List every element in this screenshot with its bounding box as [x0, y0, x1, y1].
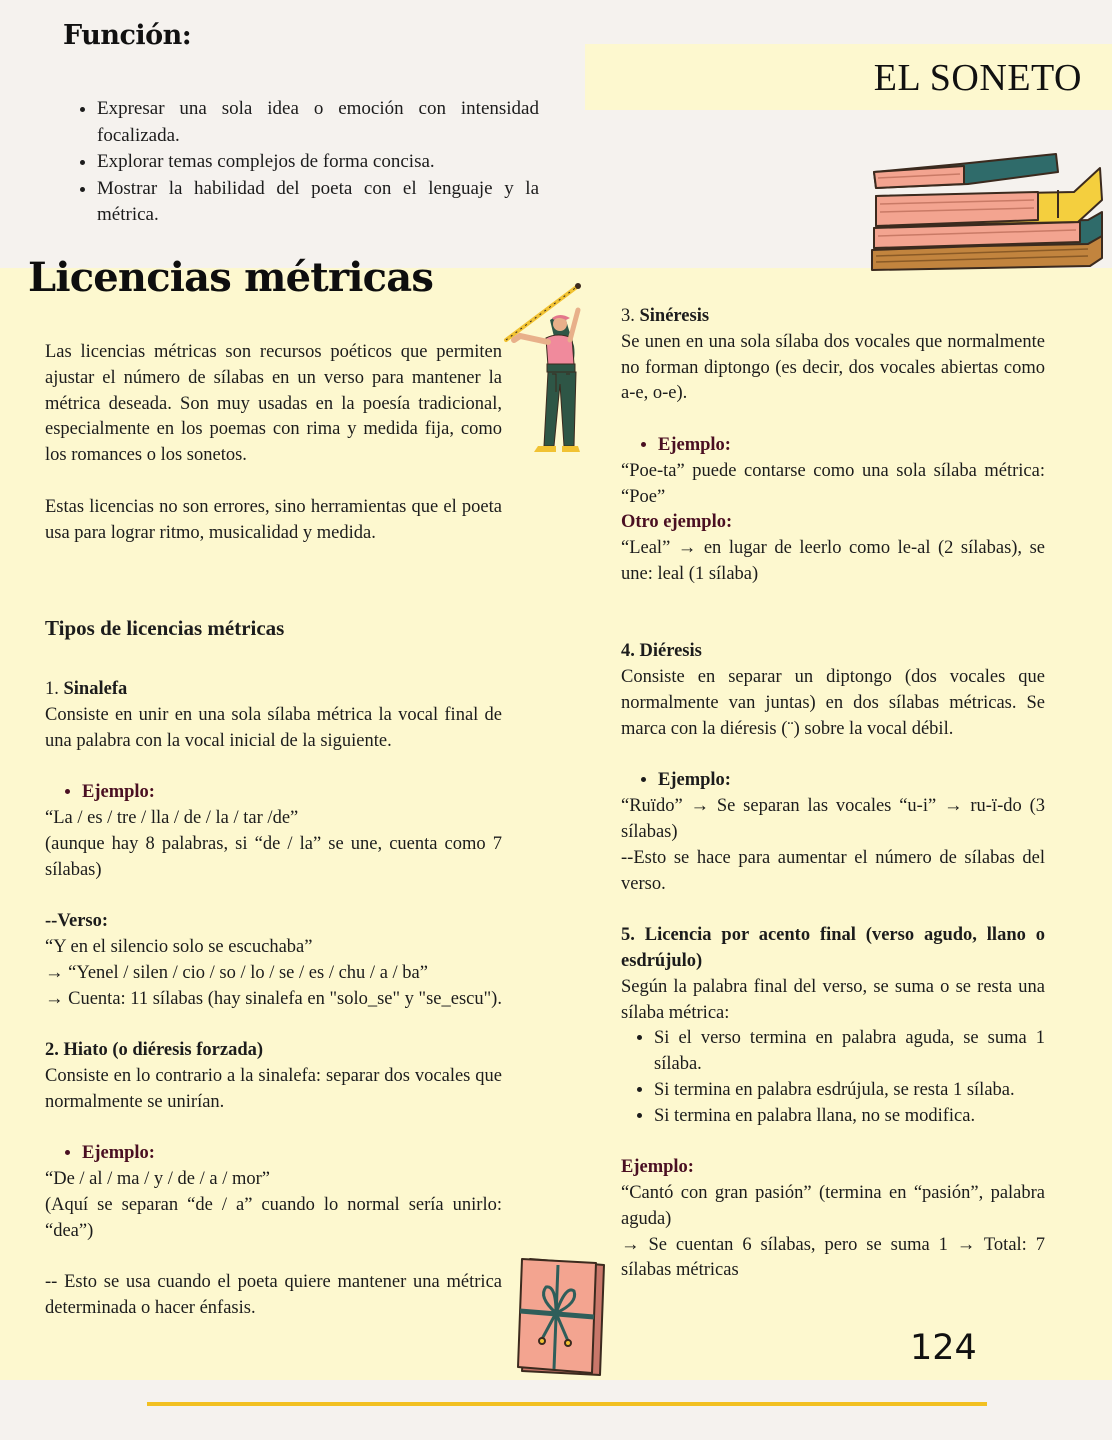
section-title: Licencias métricas	[28, 254, 434, 301]
otro-ejemplo-line: “Leal” → en lugar de leerlo como le-al (2 sílabas), se une: leal (1 sílaba)	[621, 538, 1045, 584]
ejemplo-line: “Cantó con gran pasión” (termina en “pasión”, palabra aguda)	[621, 1183, 1045, 1229]
ejemplo-note: (aunque hay 8 palabras, si “de / la” se une, cuenta como 7 sílabas)	[45, 833, 502, 880]
funcion-item: • Expresar una sola idea o emoción con intensidad focalizada.	[97, 96, 539, 149]
ejemplo-line: “Poe-ta” puede contarse como una sola sílaba métrica: “Poe”	[621, 460, 1045, 507]
verso-line: → Cuenta: 11 sílabas (hay sinalefa en "solo_se" y "se_escu").	[45, 988, 502, 1009]
sineresis-heading	[621, 304, 1045, 330]
ejemplo-label: • Ejemplo:	[658, 768, 1045, 794]
ejemplo-label: Ejemplo:	[621, 1157, 694, 1178]
dieresis-title: 4. Diéresis	[621, 641, 702, 662]
funcion-item: • Explorar temas complejos de forma concisa.	[97, 149, 539, 176]
dieresis-desc: Consiste en separar un diptongo (dos vocales que normalmente van juntas) en dos sílabas métricas. Se marca con la diéresis (¨) sobre la vocal débil.	[621, 667, 1045, 739]
sinalefa-ejemplo-list	[45, 780, 502, 806]
ejemplo-line: “Ruïdo” → Se separan las vocales “u-i” → ru-ï-do (3 sílabas)	[621, 796, 1045, 842]
sineresis-title: Sinéresis	[639, 306, 710, 326]
page-number: 124	[910, 1328, 977, 1368]
ejemplo-note: (Aquí se separan “de / a” cuando lo normal sería unirlo: “dea”)	[45, 1194, 502, 1241]
bottom-rule	[147, 1402, 987, 1406]
sineresis-ejemplo-list	[621, 433, 1045, 459]
page-title-box	[585, 44, 1112, 110]
acento-title: 5. Licencia por acento final (verso agudo, llano o esdrújulo)	[621, 925, 1045, 971]
hiato-desc: Consiste en lo contrario a la sinalefa: separar dos vocales que normalmente se unirían.	[45, 1065, 502, 1112]
acento-rule: • Si termina en palabra esdrújula, se resta 1 sílaba.	[654, 1078, 1045, 1104]
measuring-woman-illustration	[500, 280, 590, 455]
dieresis-note: --Esto se hace para aumentar el número de sílabas del verso.	[621, 847, 1045, 894]
sinalefa-title: Sinalefa	[63, 678, 128, 699]
ejemplo-line: “La / es / tre / lla / de / la / tar /de”	[45, 807, 299, 828]
sinalefa-number: 1.	[45, 678, 64, 699]
funcion-item: • Mostrar la habilidad del poeta con el lenguaje y la métrica.	[97, 176, 539, 229]
funcion-heading: Función:	[63, 20, 192, 51]
hiato-title: 2. Hiato (o diéresis forzada)	[45, 1040, 264, 1061]
ejemplo-label: • Ejemplo:	[82, 780, 502, 806]
acento-rule: • Si el verso termina en palabra aguda, se suma 1 sílaba.	[654, 1026, 1045, 1078]
hiato-uso: -- Esto se usa cuando el poeta quiere mantener una métrica determinada o hacer énfasis.	[45, 1272, 502, 1319]
gift-book-illustration	[512, 1255, 608, 1380]
intro-paragraph: Estas licencias no son errores, sino herramientas que el poeta usa para lograr ritmo, musicalidad y medida.	[45, 496, 502, 543]
ejemplo-result: → Se cuentan 6 sílabas, pero se suma 1 → Total: 7 sílabas métricas	[621, 1234, 1045, 1281]
otro-ejemplo-label: Otro ejemplo:	[621, 512, 733, 533]
sineresis-number: 3.	[621, 306, 640, 326]
acento-rule: • Si termina en palabra llana, no se modifica.	[654, 1104, 1045, 1130]
books-stack-illustration	[868, 146, 1108, 274]
hiato-ejemplo-list	[45, 1141, 502, 1167]
funcion-list	[60, 96, 539, 229]
page-title: EL SONETO	[873, 57, 1082, 99]
acento-desc: Según la palabra final del verso, se suma o se resta una sílaba métrica:	[621, 976, 1045, 1023]
ejemplo-label: • Ejemplo:	[82, 1141, 502, 1167]
sinalefa-heading	[45, 677, 502, 703]
ejemplo-line: “De / al / ma / y / de / a / mor”	[45, 1169, 271, 1190]
tipos-heading: Tipos de licencias métricas	[45, 615, 285, 640]
verso-label: --Verso:	[45, 911, 109, 932]
verso-line: “Y en el silencio solo se escuchaba”	[45, 936, 313, 957]
left-column	[45, 340, 502, 1322]
acento-rules-list	[621, 1026, 1045, 1129]
intro-paragraph: Las licencias métricas son recursos poéticos que permiten ajustar el número de sílabas en un verso para mantener la métrica deseada. Son muy usadas en la poesía tradicional, especialmente en los poemas con rima y medida fija, como los romances o los sonetos.	[45, 342, 502, 466]
sinalefa-desc: Consiste en unir en una sola sílaba métrica la vocal final de una palabra con la vocal inicial de la siguiente.	[45, 704, 502, 751]
dieresis-ejemplo-list	[621, 768, 1045, 794]
ejemplo-label: • Ejemplo:	[658, 433, 1045, 459]
sineresis-desc: Se unen en una sola sílaba dos vocales que normalmente no forman diptongo (es decir, dos vocales abiertas como a-e, o-e).	[621, 331, 1045, 404]
verso-line: → “Yenel / silen / cio / so / lo / se / es / chu / a / ba”	[45, 962, 428, 983]
right-column	[621, 304, 1045, 1284]
